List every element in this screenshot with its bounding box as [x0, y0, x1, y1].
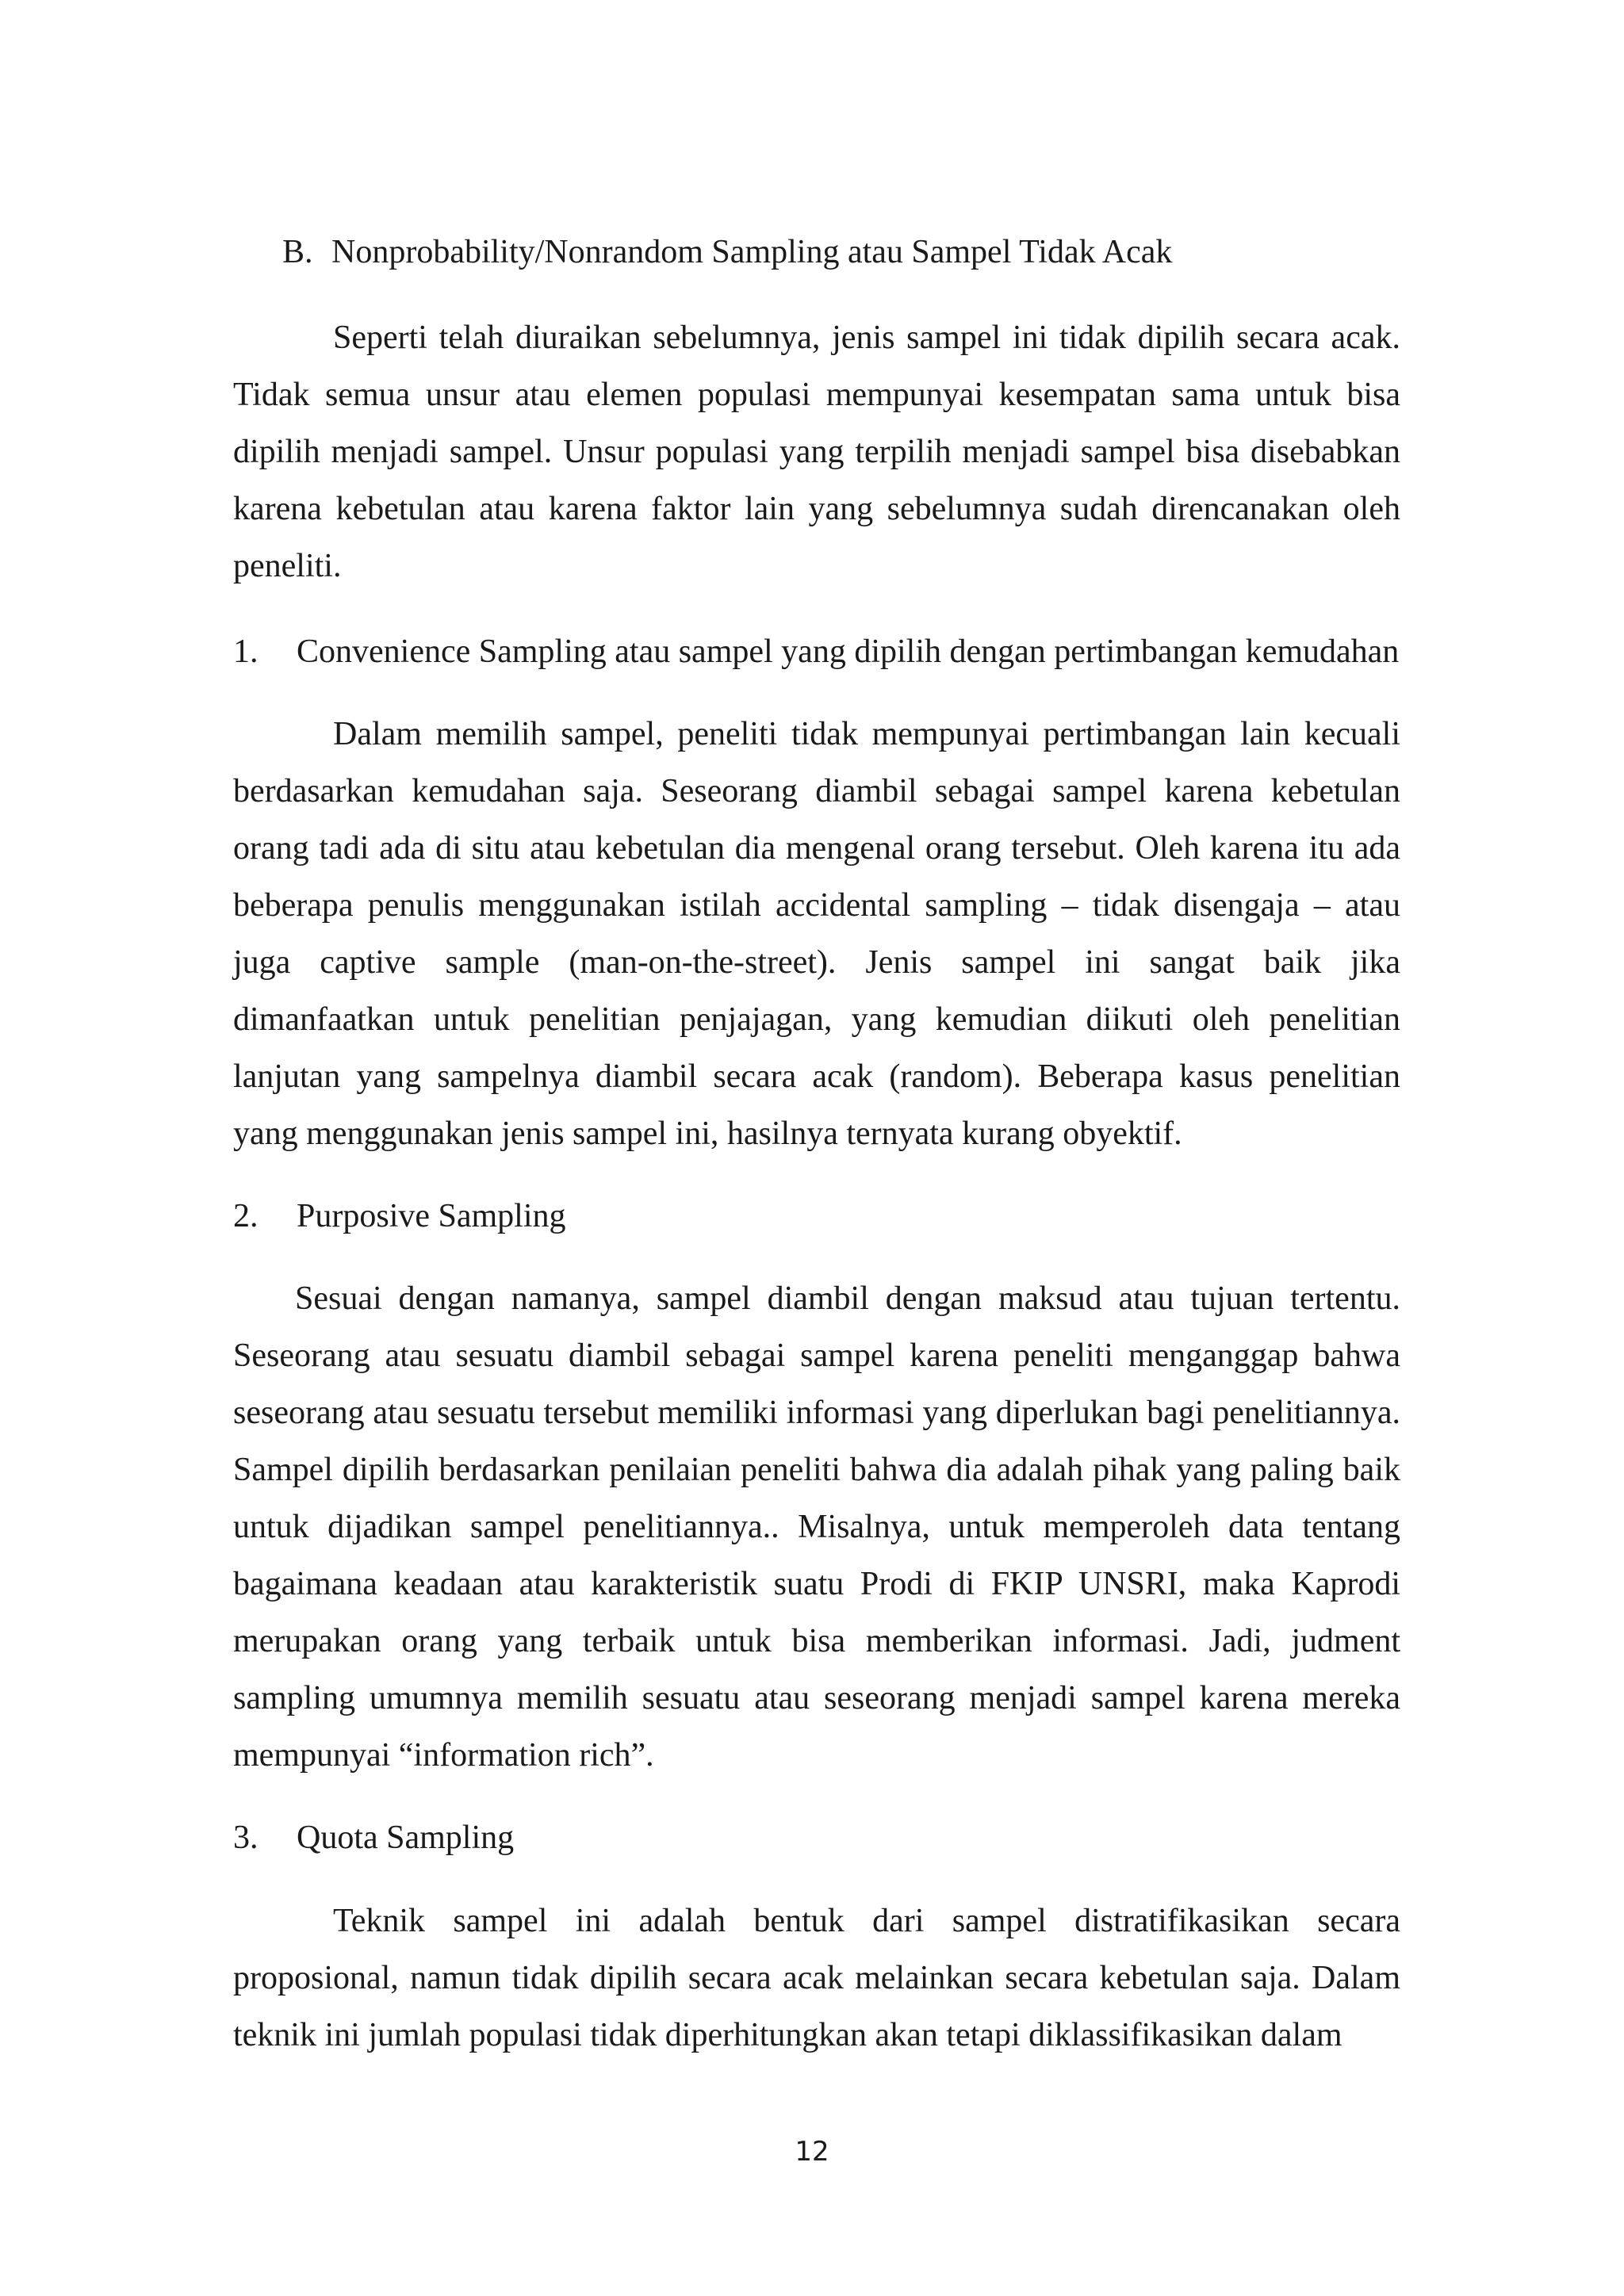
list-item-paragraph-3: Teknik sampel ini adalah bentuk dari sampel distratifikasikan secara proposional, namun tidak dipilih secara acak melainkan secara kebetulan saja. Dalam teknik ini jumlah populasi tidak diperhitungkan akan tetapi diklassifikasikan dalam [233, 1903, 1400, 2053]
list-item-number: 2. [233, 1198, 259, 1234]
page-number: 12 [795, 2136, 829, 2168]
section-intro-paragraph: Seperti telah diuraikan sebelumnya, jenis sampel ini tidak dipilih secara acak. Tidak semua unsur atau elemen populasi mempunyai kesempatan sama untuk bisa dipilih menjadi sampel. Unsur populasi yang terpilih menjadi sampel bisa disebabkan karena kebetulan atau karena faktor lain yang sebelumnya sudah direncanakan oleh peneliti. [233, 320, 1400, 584]
list-item-heading-1 [233, 623, 1399, 680]
list-item-number: 1. [233, 633, 259, 670]
section-heading [282, 224, 1172, 281]
list-item-title: Quota Sampling [297, 1820, 515, 1856]
list-item-heading-3 [233, 1809, 514, 1866]
list-item-title: Purposive Sampling [297, 1198, 566, 1234]
section-marker: B. [282, 234, 313, 270]
list-item-title: Convenience Sampling atau sampel yang dipilih dengan pertimbangan kemudahan [297, 633, 1400, 670]
list-item-number: 3. [233, 1820, 259, 1856]
list-item-heading-2 [233, 1188, 566, 1245]
list-item-paragraph-2: Sesuai dengan namanya, sampel diambil dengan maksud atau tujuan tertentu. Seseorang atau sesuatu diambil sebagai sampel karena peneliti menganggap bahwa seseorang atau sesuatu tersebut memiliki informasi yang diperlukan bagi penelitiannya. Sampel dipilih berdasarkan penilaian peneliti bahwa dia adalah pihak yang paling baik untuk dijadikan sampel penelitiannya.. Misalnya, untuk memperoleh data tentang bagaimana keadaan atau karakteristik suatu Prodi di FKIP UNSRI, maka Kaprodi merupakan orang yang terbaik untuk bisa memberikan informasi. Jadi, judment sampling umumnya memilih sesuatu atau seseorang menjadi sampel karena mereka mempunyai “information rich”. [233, 1280, 1400, 1774]
list-item-paragraph-1: Dalam memilih sampel, peneliti tidak mempunyai pertimbangan lain kecuali berdasarkan kemudahan saja. Seseorang diambil sebagai sampel karena kebetulan orang tadi ada di situ atau kebetulan dia mengenal orang tersebut. Oleh karena itu ada beberapa penulis menggunakan istilah accidental sampling – tidak disengaja – atau juga captive sample (man-on-the-street). Jenis sampel ini sangat baik jika dimanfaatkan untuk penelitian penjajagan, yang kemudian diikuti oleh penelitian lanjutan yang sampelnya diambil secara acak (random). Beberapa kasus penelitian yang menggunakan jenis sampel ini, hasilnya ternyata kurang obyektif. [233, 716, 1400, 1152]
section-title: Nonprobability/Nonrandom Sampling atau Sampel Tidak Acak [331, 234, 1173, 270]
